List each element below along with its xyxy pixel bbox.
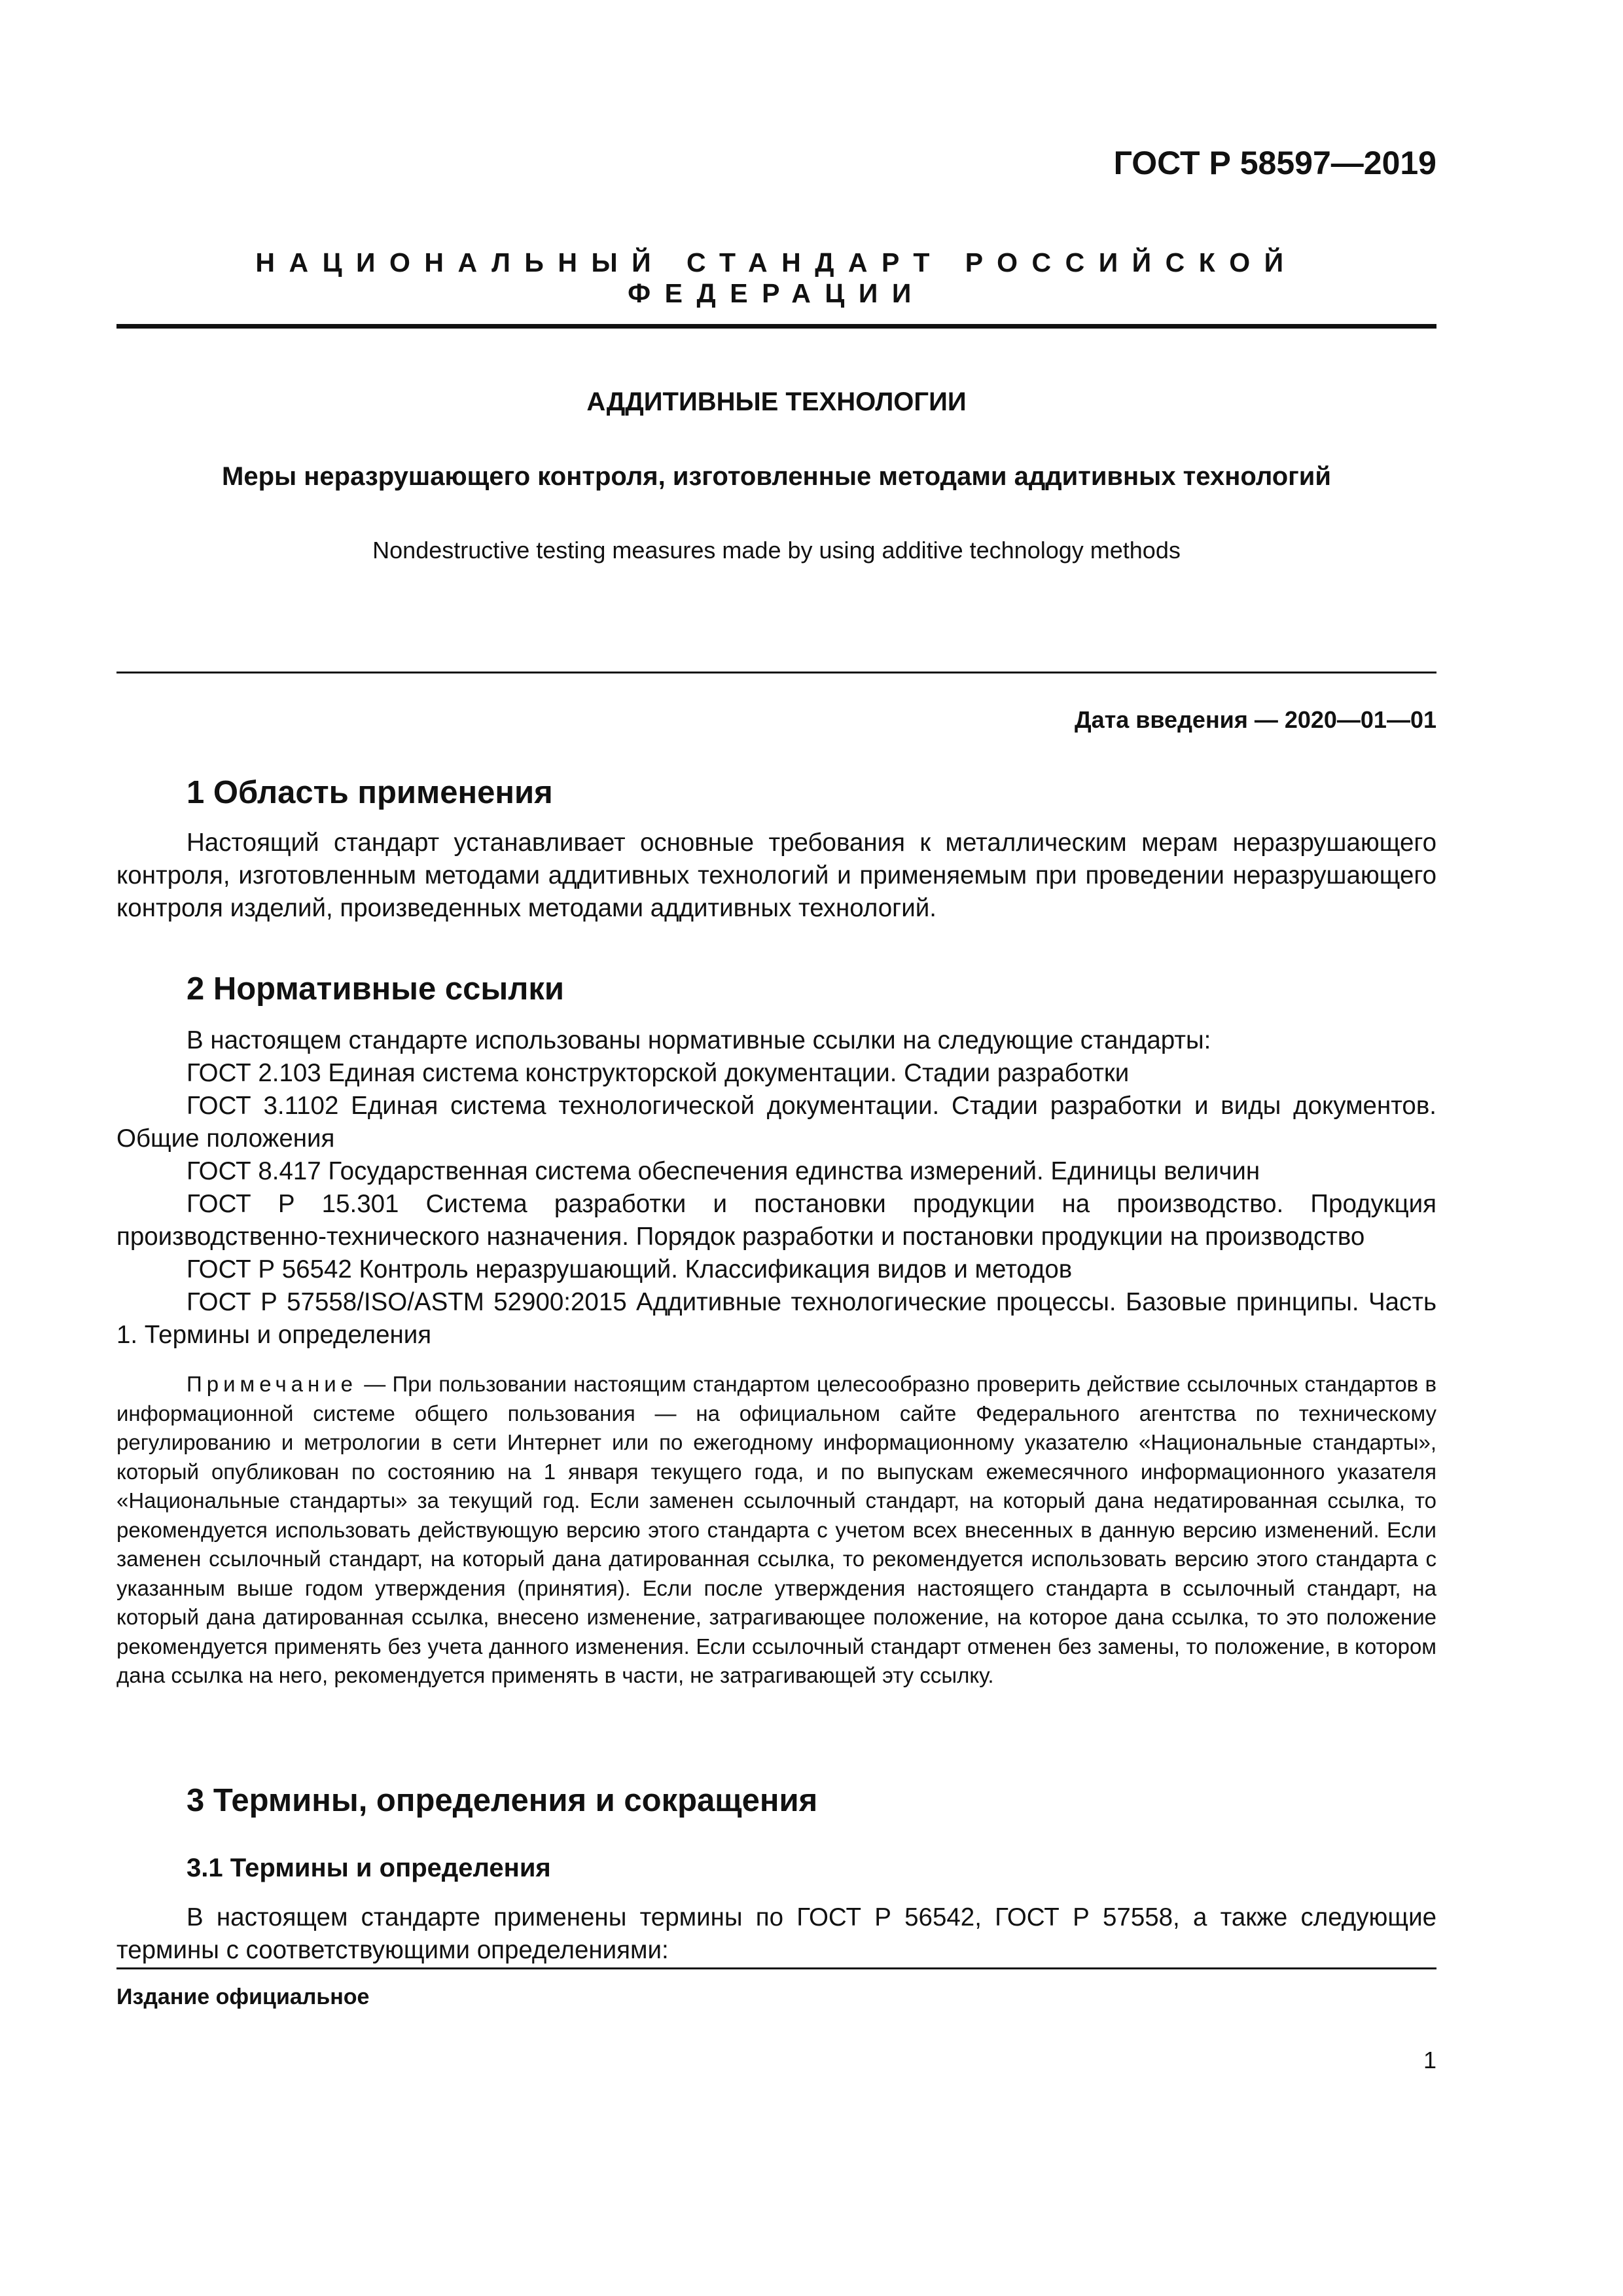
section-3-1-heading: 3.1 Термины и определения [187, 1854, 551, 1882]
reference-gost-r-57558: ГОСТ Р 57558/ISO/ASTM 52900:2015 Аддитивные технологические процессы. Базовые принципы. Часть 1. Термины и определения [116, 1288, 1436, 1349]
reference-gost-r-15-301: ГОСТ Р 15.301 Система разработки и постановки продукции на производство. Продукция производственно-технического назначения. Порядок разработки и постановки продукции на производство [116, 1190, 1436, 1251]
section-1-heading: 1 Область применения [187, 775, 553, 810]
national-standard-banner: НАЦИОНАЛЬНЫЙ СТАНДАРТ РОССИЙСКОЙ ФЕДЕРАЦИИ [255, 247, 1298, 308]
section-1-paragraph: Настоящий стандарт устанавливает основные требования к металлическим мерам неразрушающего контроля, изготовленным методами аддитивных технологий и применяемым при проведении неразрушающего контроля изделий, произведенных методами аддитивных технологий. [116, 829, 1436, 922]
document-title-english: Nondestructive testing measures made by using additive technology methods [372, 537, 1181, 564]
footer-divider [116, 1967, 1436, 1969]
note-label: Примечание [187, 1372, 358, 1396]
section-2-heading: 2 Нормативные ссылки [187, 971, 564, 1007]
section-3-1-body [116, 1901, 1436, 1967]
document-subtitle: Меры неразрушающего контроля, изготовленные методами аддитивных технологий [222, 462, 1331, 491]
references-intro: В настоящем стандарте использованы нормативные ссылки на следующие стандарты: [187, 1026, 1211, 1054]
section-3-heading: 3 Термины, определения и сокращения [187, 1783, 818, 1818]
section-3-1-paragraph: В настоящем стандарте применены термины по ГОСТ Р 56542, ГОСТ Р 57558, а также следующие термины с соответствующими определениями: [116, 1903, 1436, 1964]
document-title: АДДИТИВНЫЕ ТЕХНОЛОГИИ [586, 387, 967, 416]
page-number: 1 [1423, 2047, 1436, 2073]
header-divider [116, 324, 1436, 329]
title-divider [116, 672, 1436, 673]
section-2-references [116, 1024, 1436, 1352]
reference-gost-2-103: ГОСТ 2.103 Единая система конструкторской документации. Стадии разработки [187, 1059, 1130, 1087]
references-note [116, 1370, 1436, 1691]
reference-gost-8-417: ГОСТ 8.417 Государственная система обеспечения единства измерений. Единицы величин [187, 1157, 1260, 1185]
introduction-date: Дата введения — 2020—01—01 [1074, 706, 1436, 733]
reference-gost-3-1102: ГОСТ 3.1102 Единая система технологической документации. Стадии разработки и виды документов. Общие положения [116, 1092, 1436, 1153]
reference-gost-r-56542: ГОСТ Р 56542 Контроль неразрушающий. Классификация видов и методов [187, 1255, 1073, 1283]
note-text: — При пользовании настоящим стандартом целесообразно проверить действие ссылочных стандартов в информационной системе общего пользования — на официальном сайте Федерального агентства по техническому регулированию и метрологии в сети Интернет или по ежегодному информационному указателю «Национальные стандарты», который опубликован по состоянию на 1 января текущего года, и по выпускам ежемесячного информационного указателя «Национальные стандарты» за текущий год. Если заменен ссылочный стандарт, на который дана недатированная ссылка, то рекомендуется использовать действующую версию этого стандарта с учетом всех внесенных в данную версию изменений. Если заменен ссылочный стандарт, на который дана датированная ссылка, то рекомендуется использовать версию этого стандарта с указанным выше годом утверждения (принятия). Если после утверждения настоящего стандарта в ссылочный стандарт, на который дана датированная ссылка, внесено изменение, затрагивающее положение, на которое дана ссылка, то это положение рекомендуется применять без учета данного изменения. Если ссылочный стандарт отменен без замены, то положение, в котором дана ссылка на него, рекомендуется применять в части, не затрагивающей эту ссылку. [116, 1372, 1436, 1687]
section-1-body [116, 827, 1436, 925]
official-edition-label: Издание официальное [116, 1984, 370, 2009]
document-number: ГОСТ Р 58597—2019 [1113, 145, 1436, 181]
